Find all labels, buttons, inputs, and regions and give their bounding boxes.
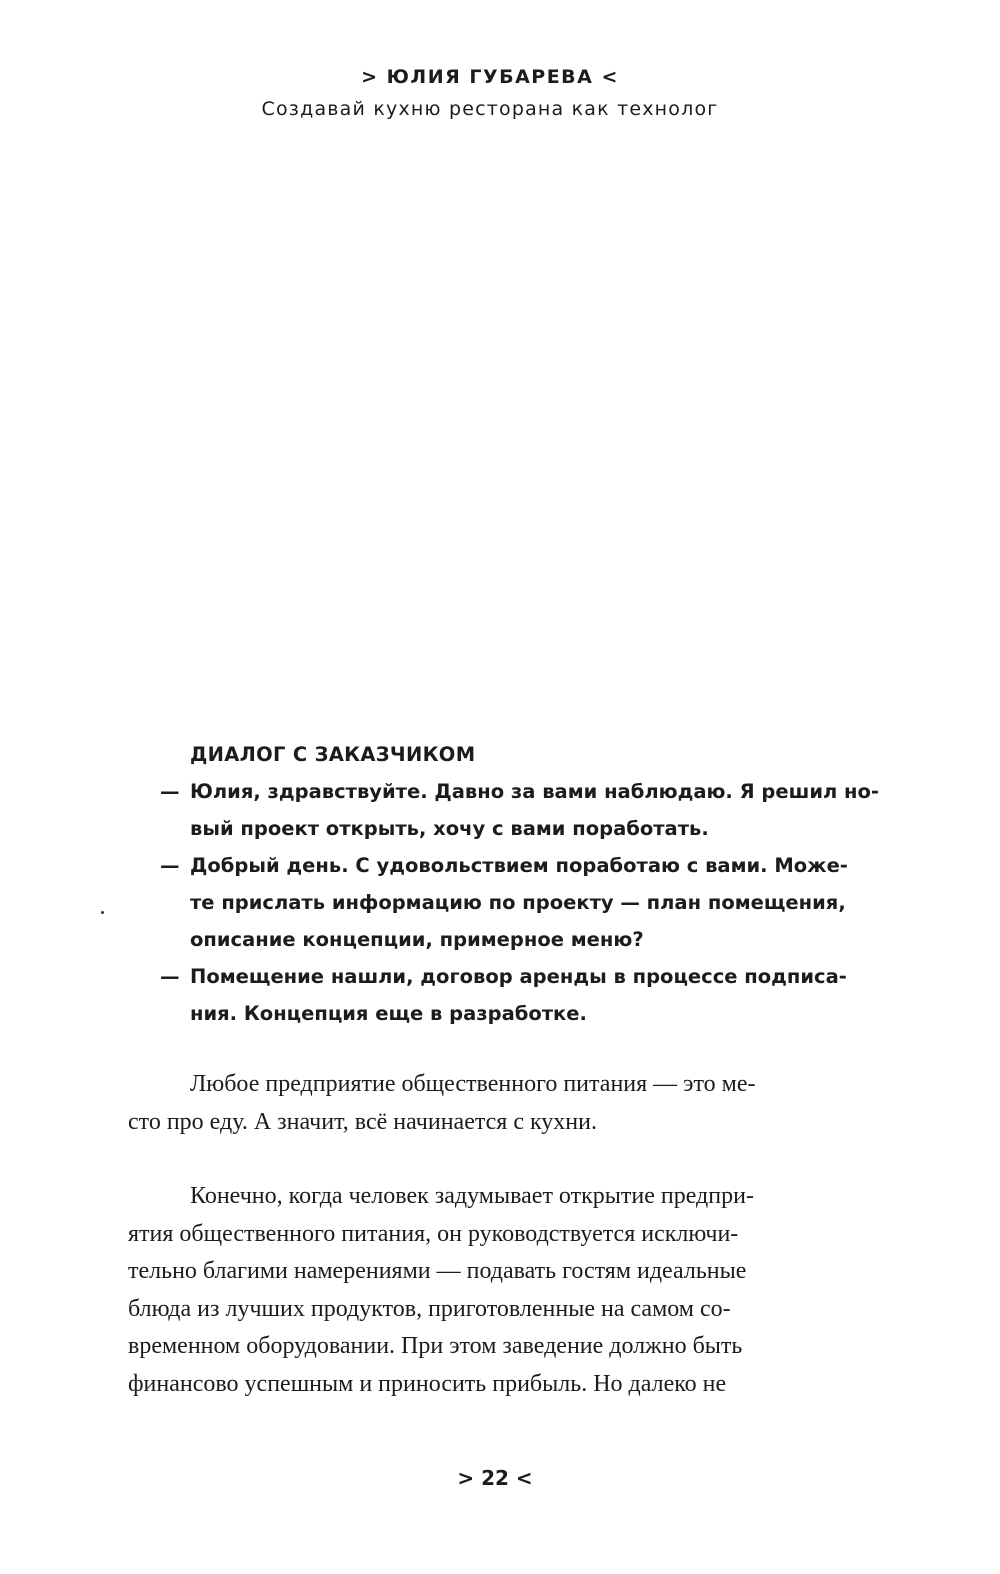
- dialog-dash: —: [160, 965, 180, 988]
- page-number: 22: [481, 1466, 509, 1490]
- paragraph-2-line-3: тельно благими намерениями — подавать гостям идеальные: [128, 1258, 747, 1284]
- dialog-block: [160, 736, 880, 1032]
- paragraph-1-line-2: сто про еду. А значит, всё начинается с кухни.: [128, 1108, 597, 1135]
- author-line: [0, 62, 980, 92]
- folio-prefix-chevron: >: [457, 1466, 475, 1490]
- dialog-line-3: [160, 847, 880, 884]
- running-head: [0, 62, 980, 124]
- paragraph-2-line-1: Конечно, когда человек задумывает открытие предпри-: [190, 1183, 754, 1209]
- dialog-line-7: ния. Концепция еще в разработке.: [190, 1002, 587, 1025]
- author-prefix-chevron: >: [361, 66, 379, 88]
- dialog-dash: —: [160, 854, 180, 877]
- paragraph-2-line-5: временном оборудовании. При этом заведение должно быть: [128, 1333, 743, 1359]
- dialog-line-6: [160, 958, 880, 995]
- paragraph-2-line-6: финансово успешным и приносить прибыль. Но далеко не: [128, 1370, 727, 1397]
- paragraph-1: [128, 1066, 878, 1141]
- paragraph-2: [128, 1178, 878, 1403]
- dialog-title: ДИАЛОГ С ЗАКАЗЧИКОМ: [190, 743, 476, 766]
- folio-suffix-chevron: <: [515, 1466, 533, 1490]
- paragraph-2-line-2: ятия общественного питания, он руководствуется исключи-: [128, 1220, 739, 1247]
- author-name: ЮЛИЯ ГУБАРЕВА: [386, 66, 594, 88]
- dialog-text: Добрый день. С удовольствием поработаю с вами. Може-: [190, 854, 848, 877]
- scan-speck: [101, 911, 104, 914]
- page-footer: [0, 1466, 990, 1490]
- author-suffix-chevron: <: [601, 66, 619, 88]
- dialog-dash: —: [160, 780, 180, 803]
- dialog-text: Юлия, здравствуйте. Давно за вами наблюдаю. Я решил но-: [190, 780, 880, 803]
- dialog-line-1: [160, 773, 880, 810]
- dialog-line-5: описание концепции, примерное меню?: [190, 928, 644, 951]
- dialog-line-2: вый проект открыть, хочу с вами поработать.: [190, 817, 709, 840]
- book-title: Создавай кухню ресторана как технолог: [261, 98, 719, 120]
- paragraph-2-line-4: блюда из лучших продуктов, приготовленные на самом со-: [128, 1295, 731, 1322]
- dialog-line-4: те прислать информацию по проекту — план помещения,: [190, 891, 846, 914]
- dialog-text: Помещение нашли, договор аренды в процессе подписа-: [190, 965, 847, 988]
- paragraph-1-line-1: Любое предприятие общественного питания — это ме-: [190, 1071, 756, 1097]
